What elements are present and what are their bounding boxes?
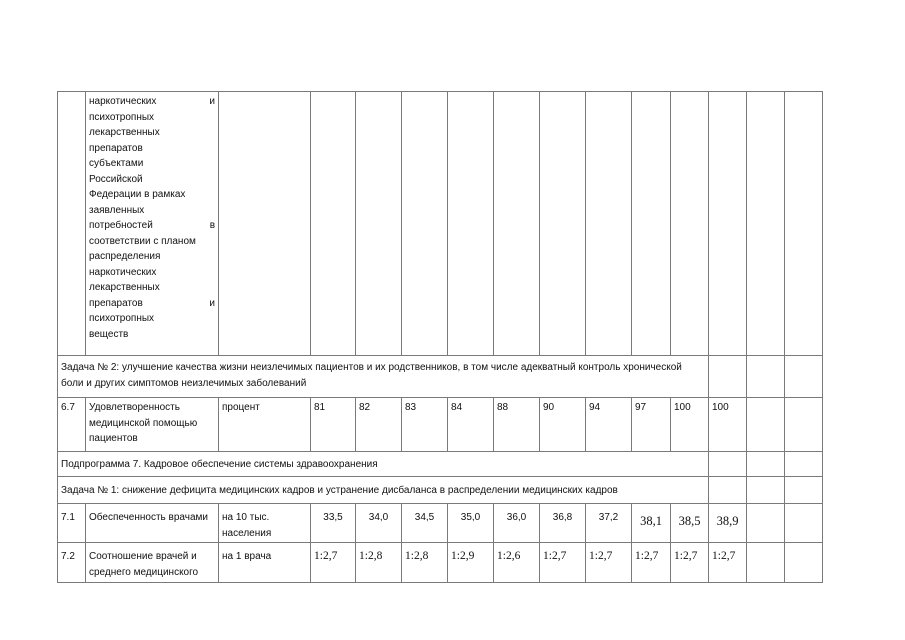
indicator-line — [89, 280, 215, 296]
value-cell: 1:2,7 — [311, 543, 356, 583]
subprogram-heading: Подпрограмма 7. Кадровое обеспечение системы здравоохранения — [58, 452, 709, 477]
value-cell: 38,9 — [709, 504, 747, 543]
empty-cell — [709, 477, 747, 504]
empty-cell — [747, 543, 785, 583]
value-cell: 36,0 — [494, 504, 540, 543]
indicator-line — [89, 156, 215, 172]
row-number-cell — [58, 92, 86, 356]
indicators-table — [57, 91, 823, 583]
value-cell: 1:2,7 — [540, 543, 586, 583]
indicator-line-suffix: и — [209, 297, 215, 309]
value-cell: 1:2,6 — [494, 543, 540, 583]
value-cell: 37,2 — [586, 504, 632, 543]
indicator-line — [89, 141, 215, 157]
indicator-line-text: лекарственных — [89, 127, 160, 138]
table-row — [58, 92, 823, 356]
value-cell: 35,0 — [448, 504, 494, 543]
indicator-line-suffix: и — [209, 96, 215, 107]
value-cell: 88 — [494, 398, 540, 452]
empty-cell — [785, 356, 823, 398]
value-cell — [586, 92, 632, 356]
value-cell: 83 — [402, 398, 448, 452]
value-cell: 82 — [356, 398, 402, 452]
indicator-line — [89, 249, 215, 265]
value-cell: 84 — [448, 398, 494, 452]
unit-cell — [219, 92, 311, 356]
indicator-text — [89, 94, 215, 342]
indicator-line — [89, 296, 215, 312]
value-cell: 34,0 — [356, 504, 402, 543]
table-row — [58, 543, 823, 583]
indicator-line-text: Российской — [89, 173, 143, 185]
indicator-line-text: субъектами — [89, 158, 144, 169]
value-cell: 94 — [586, 398, 632, 452]
value-cell: 90 — [540, 398, 586, 452]
indicator-line — [89, 203, 215, 219]
section-row — [58, 452, 823, 477]
value-cell — [356, 92, 402, 356]
value-cell: 100 — [709, 398, 747, 452]
indicator-line-text: заявленных — [89, 204, 145, 216]
indicator-line — [89, 234, 215, 250]
value-cell — [448, 92, 494, 356]
table-row — [58, 398, 823, 452]
value-cell: 38,1 — [632, 504, 671, 543]
row-number: 6.7 — [58, 398, 86, 452]
empty-cell — [747, 452, 785, 477]
value-cell: 1:2,8 — [402, 543, 448, 583]
task-heading: Задача № 1: снижение дефицита медицинских кадров и устранение дисбаланса в распределении медицинских кадров — [58, 477, 709, 504]
indicator-line-text: соответствии с планом — [89, 235, 196, 247]
indicator-name: Соотношение врачей и среднего медицинского — [86, 543, 219, 583]
value-cell: 33,5 — [311, 504, 356, 543]
indicator-name: Удовлетворенность медицинской помощью пациентов — [86, 398, 219, 452]
empty-cell — [785, 477, 823, 504]
value-cell: 1:2,7 — [709, 543, 747, 583]
unit: на 10 тыс. населения — [219, 504, 311, 543]
value-cell — [494, 92, 540, 356]
empty-cell — [747, 477, 785, 504]
empty-cell — [709, 452, 747, 477]
value-cell — [311, 92, 356, 356]
unit: на 1 врача — [219, 543, 311, 583]
value-cell: 1:2,8 — [356, 543, 402, 583]
indicator-line — [89, 218, 215, 234]
value-cell: 1:2,7 — [671, 543, 709, 583]
value-cell: 34,5 — [402, 504, 448, 543]
indicator-line-text: распределения — [89, 251, 161, 262]
indicator-line-text: веществ — [89, 328, 129, 340]
row-number: 7.2 — [58, 543, 86, 583]
indicator-cell — [86, 92, 219, 356]
indicator-line-text: психотропных — [89, 313, 155, 324]
value-cell: 36,8 — [540, 504, 586, 543]
indicator-name: Обеспеченность врачами — [86, 504, 219, 543]
empty-cell — [747, 92, 785, 356]
empty-cell — [747, 398, 785, 452]
value-cell: 97 — [632, 398, 671, 452]
empty-cell — [747, 504, 785, 543]
indicator-line-text: наркотических — [89, 266, 157, 278]
value-cell: 38,5 — [671, 504, 709, 543]
section-row — [58, 477, 823, 504]
indicator-line — [89, 265, 215, 281]
indicator-line-text: препаратов — [89, 297, 143, 309]
value-cell: 1:2,9 — [448, 543, 494, 583]
indicator-line — [89, 110, 215, 126]
empty-cell — [709, 356, 747, 398]
indicator-line — [89, 311, 215, 327]
indicator-line-text: Федерации в рамках — [89, 189, 186, 200]
row-number: 7.1 — [58, 504, 86, 543]
indicator-line-text: потребностей — [89, 220, 153, 231]
value-cell: 100 — [671, 398, 709, 452]
task-heading: Задача № 2: улучшение качества жизни неизлечимых пациентов и их родственников, в том числе адекватный контроль хронической боли и других симптомов неизлечимых заболеваний — [58, 356, 709, 398]
empty-cell — [747, 356, 785, 398]
value-cell — [671, 92, 709, 356]
empty-cell — [785, 398, 823, 452]
unit: процент — [219, 398, 311, 452]
indicator-line-suffix: в — [209, 220, 215, 231]
empty-cell — [785, 504, 823, 543]
indicator-line — [89, 172, 215, 188]
value-cell — [402, 92, 448, 356]
indicator-line-text: лекарственных — [89, 282, 160, 293]
indicator-line — [89, 94, 215, 110]
value-cell — [540, 92, 586, 356]
indicator-line — [89, 125, 215, 141]
indicator-line-text: наркотических — [89, 96, 157, 107]
value-cell — [632, 92, 671, 356]
empty-cell — [785, 92, 823, 356]
value-cell: 81 — [311, 398, 356, 452]
value-cell: 1:2,7 — [586, 543, 632, 583]
empty-cell — [785, 452, 823, 477]
value-cell: 1:2,7 — [632, 543, 671, 583]
indicator-line — [89, 187, 215, 203]
value-cell — [709, 92, 747, 356]
table-row — [58, 504, 823, 543]
section-row — [58, 356, 823, 398]
empty-cell — [785, 543, 823, 583]
indicator-line — [89, 327, 215, 343]
indicator-line-text: препаратов — [89, 142, 143, 154]
indicator-line-text: психотропных — [89, 111, 155, 123]
